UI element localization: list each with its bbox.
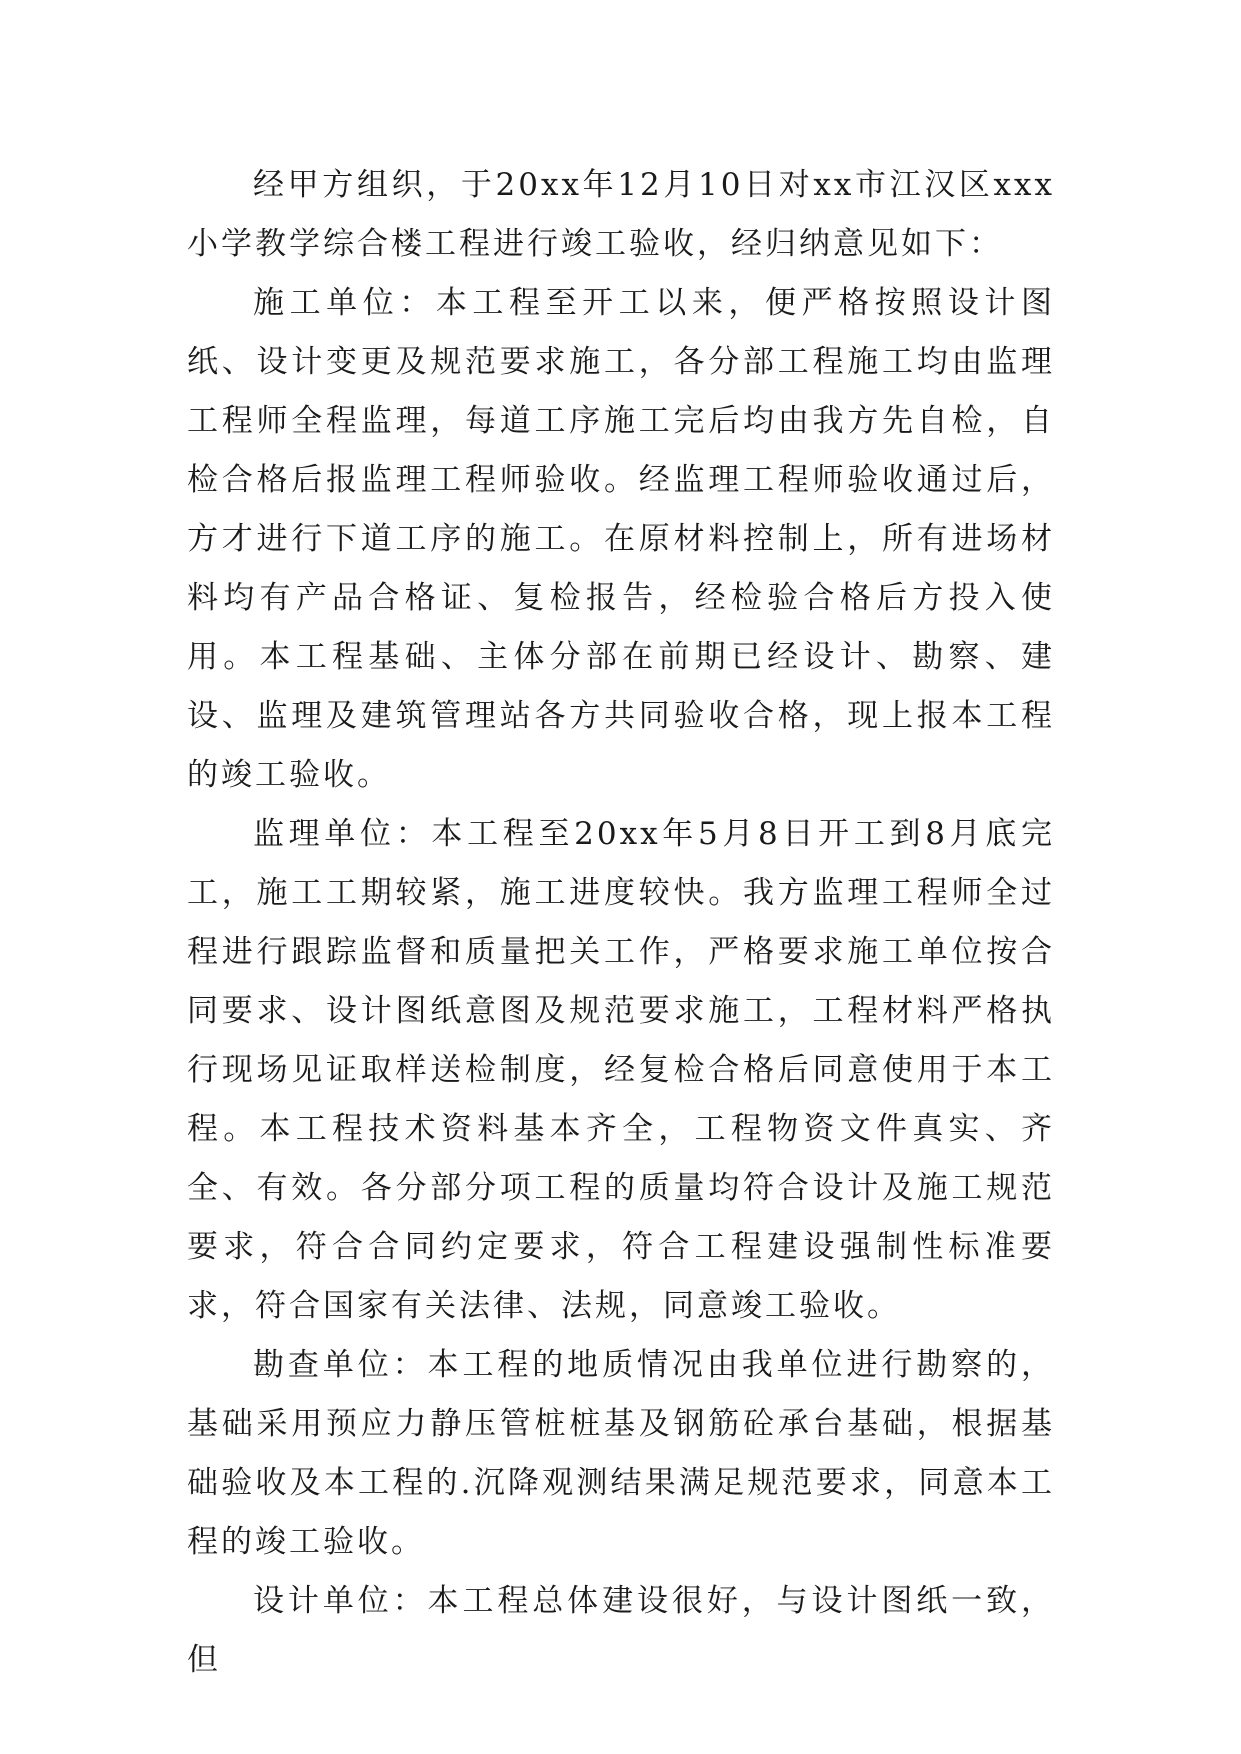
paragraph-design-unit: 设计单位：本工程总体建设很好，与设计图纸一致，但 xyxy=(187,1583,1055,1678)
paragraph-supervision-unit: 监理单位：本工程至20xx年5月8日开工到8月底完工，施工工期较紧，施工进度较快。我方监理工程师全过程进行跟踪监督和质量把关工作，严格要求施工单位按合同要求、设计图纸意图及规范要求施工，工程材料严格执行现场见证取样送检制度，经复检合格后同意使用于本工程。本工程技术资料基本齐全，工程物资文件真实、齐全、有效。各分部分项工程的质量均符合设计及施工规范要求，符合合同约定要求，符合工程建设强制性标准要求，符合国家有关法律、法规，同意竣工验收。 xyxy=(187,816,1055,1324)
paragraph-survey-unit: 勘查单位：本工程的地质情况由我单位进行勘察的，基础采用预应力静压管桩桩基及钢筋砼承台基础，根据基础验收及本工程的.沉降观测结果满足规范要求，同意本工程的竣工验收。 xyxy=(187,1347,1055,1560)
paragraph-construction-unit: 施工单位：本工程至开工以来，便严格按照设计图纸、设计变更及规范要求施工，各分部工程施工均由监理工程师全程监理，每道工序施工完后均由我方先自检，自检合格后报监理工程师验收。经监理工程师验收通过后，方才进行下道工序的施工。在原材料控制上，所有进场材料均有产品合格证、复检报告，经检验合格后方投入使用。本工程基础、主体分部在前期已经设计、勘察、建设、监理及建筑管理站各方共同验收合格，现上报本工程的竣工验收。 xyxy=(187,285,1055,793)
paragraph-intro: 经甲方组织，于20xx年12月10日对xx市江汉区xxx小学教学综合楼工程进行竣工验收，经归纳意见如下： xyxy=(187,167,1055,262)
document-body xyxy=(187,156,1055,1690)
